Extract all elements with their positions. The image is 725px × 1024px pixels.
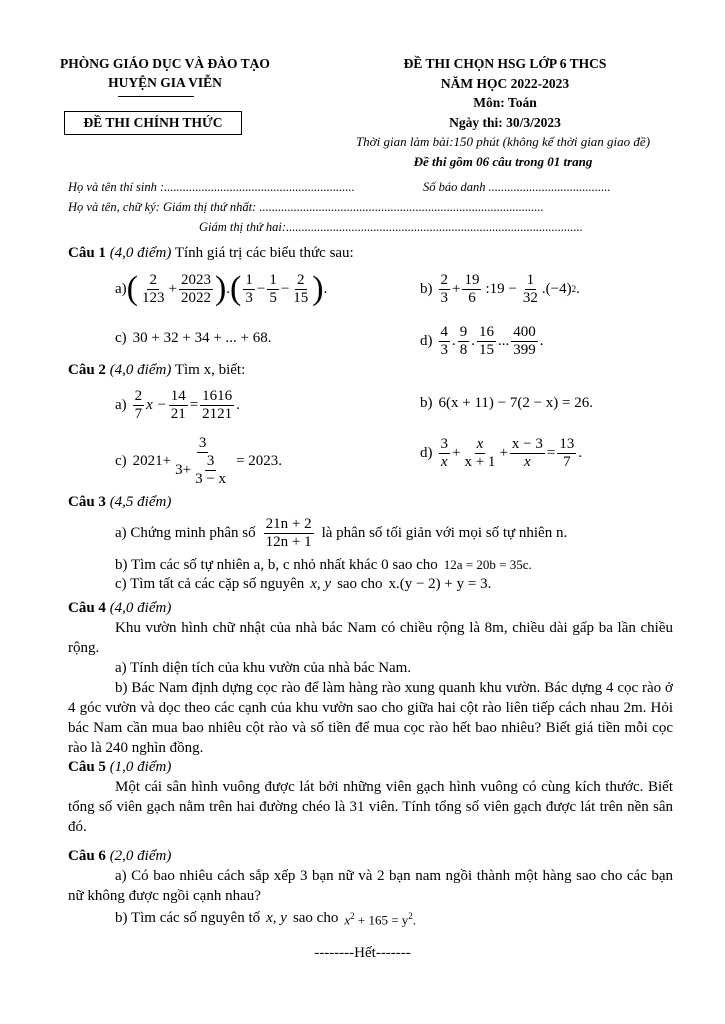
candidate-number-line: Số báo danh ....................................... [423,180,611,194]
q2-b-label: b) [420,395,433,411]
q1-prompt: Tính giá trị các biểu thức sau: [174,245,354,261]
q2-c-label: c) [115,452,127,469]
frac: $\frac{21n + 2}{12n + 1}$ [265,515,312,550]
q6-part-a: a) Có bao nhiêu cách sắp xếp 3 bạn nữ và 2 bạn nam ngồi thành một hàng sao cho các bạn nữ không được ngồi cạnh nhau? [68,868,673,904]
frac: $\frac{3}{3 - x}$ [195,452,227,487]
frac: $\frac{400}{399}$ [513,323,536,358]
q4-part-a: a) Tính diện tích của khu vườn của nhà bác Nam. [115,660,412,676]
frac: $\frac{1}{5}$ [269,271,277,306]
official-exam-box: ĐỀ THI CHÍNH THỨC [64,111,242,135]
proctor-1-line: Họ và tên, chữ ký: Giám thị thứ nhất: ........................................................................................... [68,200,544,214]
frac: $\frac{1616}{2121}$ [202,387,233,422]
q4-part-b: b) Bác Nam định dựng cọc rào để làm hàng rào xung quanh khu vườn. Bác dựng 4 cọc rào ở 4 góc vườn và dọc theo các cạnh của khu vườn sao cho giữa hai cột rào liên tiếp cách nhau 2m. Hỏi bác Nam cần mua bao nhiêu cột rào và số tiền để mua cọc rào hết bao nhiêu? Biết giá tiền mỗi cọc rào là 240 nghìn đồng. [68,680,673,756]
q1-part-c [115,330,272,347]
q2-part-b [420,395,593,412]
q1-b-label: b) [420,280,433,297]
q1-d-label: d) [420,332,433,349]
frac: $\frac{3}{x}$ [440,435,448,470]
frac: $\frac{x - 3}{x}$ [511,435,543,470]
exam-date: Ngày thi: 30/3/2023 [449,115,561,130]
exam-title: ĐỀ THI CHỌN HSG LỚP 6 THCS [403,56,607,71]
frac: $\frac{9}{8}$ [459,323,468,358]
q1-part-b: b) $\frac{2}{3}$ + $\frac{19}{6}$ :19 − $\frac{1}{32}$ .(−4) 2 . [420,271,580,306]
q3-title: Câu 3 [68,494,106,510]
q2-a-label: a) [115,396,127,413]
q2-part-d: d) $\frac{3}{x}$ + $\frac{x}{x + 1}$ + $\frac{x - 3}{x}$ = $\frac{13}{7}$ . [420,435,583,470]
nested-frac: 3 3+ $\frac{3}{3 - x}$ [175,434,227,487]
frac: $\frac{13}{7}$ [559,435,575,470]
frac: $\frac{2}{7}$ [134,387,143,422]
department-line-1: PHÒNG GIÁO DỤC VÀ ĐÀO TẠO [60,56,270,71]
subject: Môn: Toán [473,95,537,110]
question-4-heading [68,598,171,618]
frac: $\frac{x}{x + 1}$ [464,435,496,470]
candidate-name-line: Họ và tên thí sinh :............................................................. [68,180,355,194]
q2-part-a: a) $\frac{2}{7}$ x − $\frac{14}{21}$ = $\frac{1616}{2121}$ . [115,387,240,422]
q3-part-a: a) Chứng minh phân số $\frac{21n + 2}{12n + 1}$ là phân số tối giản với mọi số tự nhiên n. [115,515,568,550]
q3-points: (4,5 điểm) [109,494,172,510]
q1-title: Câu 1 [68,245,106,261]
frac: $\frac{1}{3}$ [245,271,253,306]
q1-c-expression: 30 + 32 + 34 + ... + 68. [132,330,272,346]
frac: $\frac{4}{3}$ [440,323,448,358]
pages-info: Đề thi gồm 06 câu trong 01 trang [413,154,593,169]
q2-title: Câu 2 [68,362,106,378]
q2-prompt: Tìm x, biết: [174,362,246,378]
question-5-heading [68,757,171,777]
school-year: NĂM HỌC 2022-2023 [440,76,570,91]
q1-c-label: c) [115,330,127,346]
header-underline [118,96,194,97]
q1-part-a: a) ( $\frac{2}{123}$ + $\frac{2023}{2022}$ ) . ( $\frac{1}{3}$ − $\frac{1}{5}$ − $\frac{2}{15}$ ) . [115,270,328,307]
q5-title: Câu 5 [68,759,106,775]
q2-d-label: d) [420,444,433,461]
q3-part-c: c) Tìm tất cả các cặp số nguyên x, y sao cho x.(y − 2) + y = 3. [115,576,492,592]
q5-points: (1,0 điểm) [109,759,172,775]
frac: $\frac{1}{32}$ [522,271,538,306]
frac: $\frac{2}{3}$ [440,271,448,306]
department-line-2: HUYỆN GIA VIỄN [108,75,222,90]
frac: $\frac{16}{15}$ [479,323,494,358]
question-3-heading [68,492,171,512]
q6-title: Câu 6 [68,848,106,864]
question-6-heading [68,846,171,866]
q2-part-c: c) 2021+ 3 3+ $\frac{3}{3 - x}$ = 2023. [115,434,283,487]
q4-title: Câu 4 [68,600,106,616]
frac: $\frac{2}{15}$ [293,271,309,306]
q6-part-b: b) Tìm các số nguyên tố x, y sao cho $x^2 + 165 = y^2$. [115,910,417,928]
q1-a-label: a) [115,280,127,297]
frac: $\frac{19}{6}$ [464,271,480,306]
frac: $\frac{14}{21}$ [170,387,186,422]
q5-paragraph: Một cái sân hình vuông được lát bởi những viên gạch hình vuông có cùng kích thước. Biết tổng số viên gạch nằm trên hai đường chéo là 31 viên. Tính tổng số viên gạch được lát trên nền sân đó. [68,779,673,835]
frac: $\frac{2023}{2022}$ [180,271,211,306]
frac: $\frac{2}{123}$ [141,271,165,306]
q1-points: (4,0 điểm) [109,245,172,261]
proctor-2-line: Giám thị thứ hai:............................................................................................... [199,220,583,234]
question-1-heading [68,243,354,263]
q2-points: (4,0 điểm) [109,362,172,378]
q3-part-b: b) Tìm các số tự nhiên a, b, c nhỏ nhất khác 0 sao cho 12a = 20b = 35c. [115,557,532,573]
q4-paragraph: Khu vườn hình chữ nhật của nhà bác Nam có chiều rộng là 8m, chiều dài gấp ba lần chiều rộng. [68,620,673,656]
question-2-heading [68,360,245,380]
q4-points: (4,0 điểm) [109,600,172,616]
q6-points: (2,0 điểm) [109,848,172,864]
q1-part-d: d) $\frac{4}{3}$ . $\frac{9}{8}$ . $\frac{16}{15}$ ... $\frac{400}{399}$ . [420,323,544,358]
q2-b-expression: 6(x + 11) − 7(2 − x) = 26. [438,395,594,411]
end-marker: --------Hết------- [314,945,411,961]
exam-duration: Thời gian làm bài:150 phút (không kể thời gian giao đề) [355,134,651,149]
